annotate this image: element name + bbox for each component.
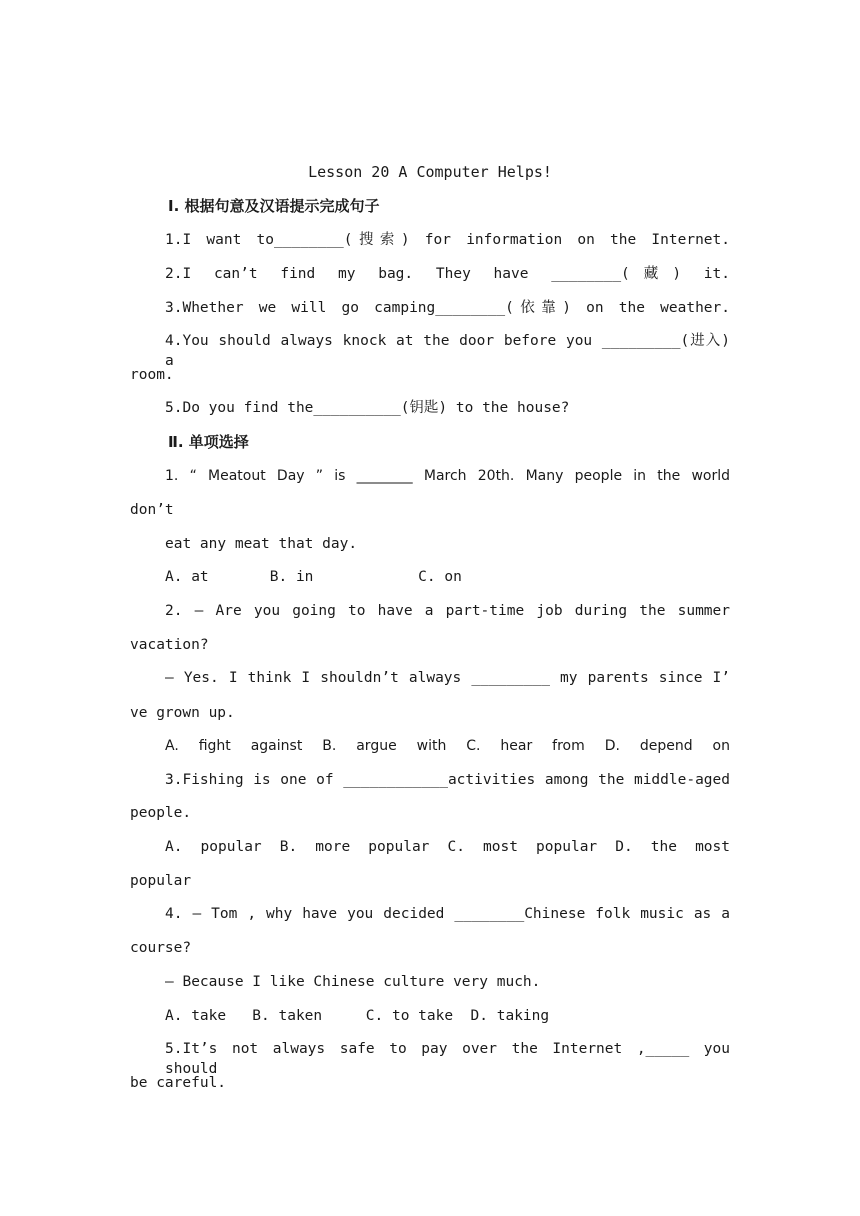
s2-q5-line-1: 5.It’s not always safe to pay over the Internet ,_____ you should (165, 1041, 730, 1077)
s1-question-5: 5.Do you find the__________(钥匙) to the house? (165, 400, 570, 416)
s2-q2-line-1: 2. — Are you going to have a part-time job during the summer (165, 603, 730, 619)
s1-question-2: 2.I can’t find my bag. They have ________(藏) it. (165, 266, 730, 282)
lesson-title: Lesson 20 A Computer Helps! (308, 163, 552, 181)
s2-q3-options: A. popular B. more popular C. most popular D. the most (165, 839, 730, 855)
s2-q4-options: A. take B. taken C. to take D. taking (165, 1008, 550, 1024)
s1-question-3: 3.Whether we will go camping________(依靠) on the weather. (165, 300, 730, 316)
section-2-heading: Ⅱ. 单项选择 (168, 433, 249, 451)
s1-question-4-cont: room. (130, 367, 174, 383)
s2-q4-line-1: 4. — Tom , why have you decided ________Chinese folk music as a (165, 906, 730, 922)
s2-q2-options: A. fight against B. argue with C. hear from D. depend on (165, 738, 730, 754)
section-1-heading: Ⅰ. 根据句意及汉语提示完成句子 (168, 197, 380, 215)
s2-q3-line-2: people. (130, 805, 192, 821)
s2-q1-line-1: 1. “ Meatout Day ” is ________ March 20th. Many people in the world (165, 468, 730, 484)
s2-q3-options-cont: popular (130, 873, 192, 889)
s2-q5-line-2: be careful. (130, 1075, 227, 1091)
s2-q2-line-3: — Yes. I think I shouldn’t always _________ my parents since I’ (165, 670, 730, 686)
s1-question-4: 4.You should always knock at the door before you _________(进入) a (165, 333, 730, 369)
s2-q3-line-1: 3.Fishing is one of ____________activities among the middle-aged (165, 772, 730, 788)
s1-question-1: 1.I want to________(搜索) for information on the Internet. (165, 232, 730, 248)
s2-q2-line-4: ve grown up. (130, 705, 235, 721)
s2-q4-line-3: — Because I like Chinese culture very much. (165, 974, 541, 990)
s2-q4-line-2: course? (130, 940, 192, 956)
s2-q1-line-3: eat any meat that day. (165, 536, 358, 552)
s2-q1-line-2: don’t (130, 502, 174, 518)
s2-q2-line-2: vacation? (130, 637, 209, 653)
s2-q1-options: A. at B. in C. on (165, 569, 462, 585)
